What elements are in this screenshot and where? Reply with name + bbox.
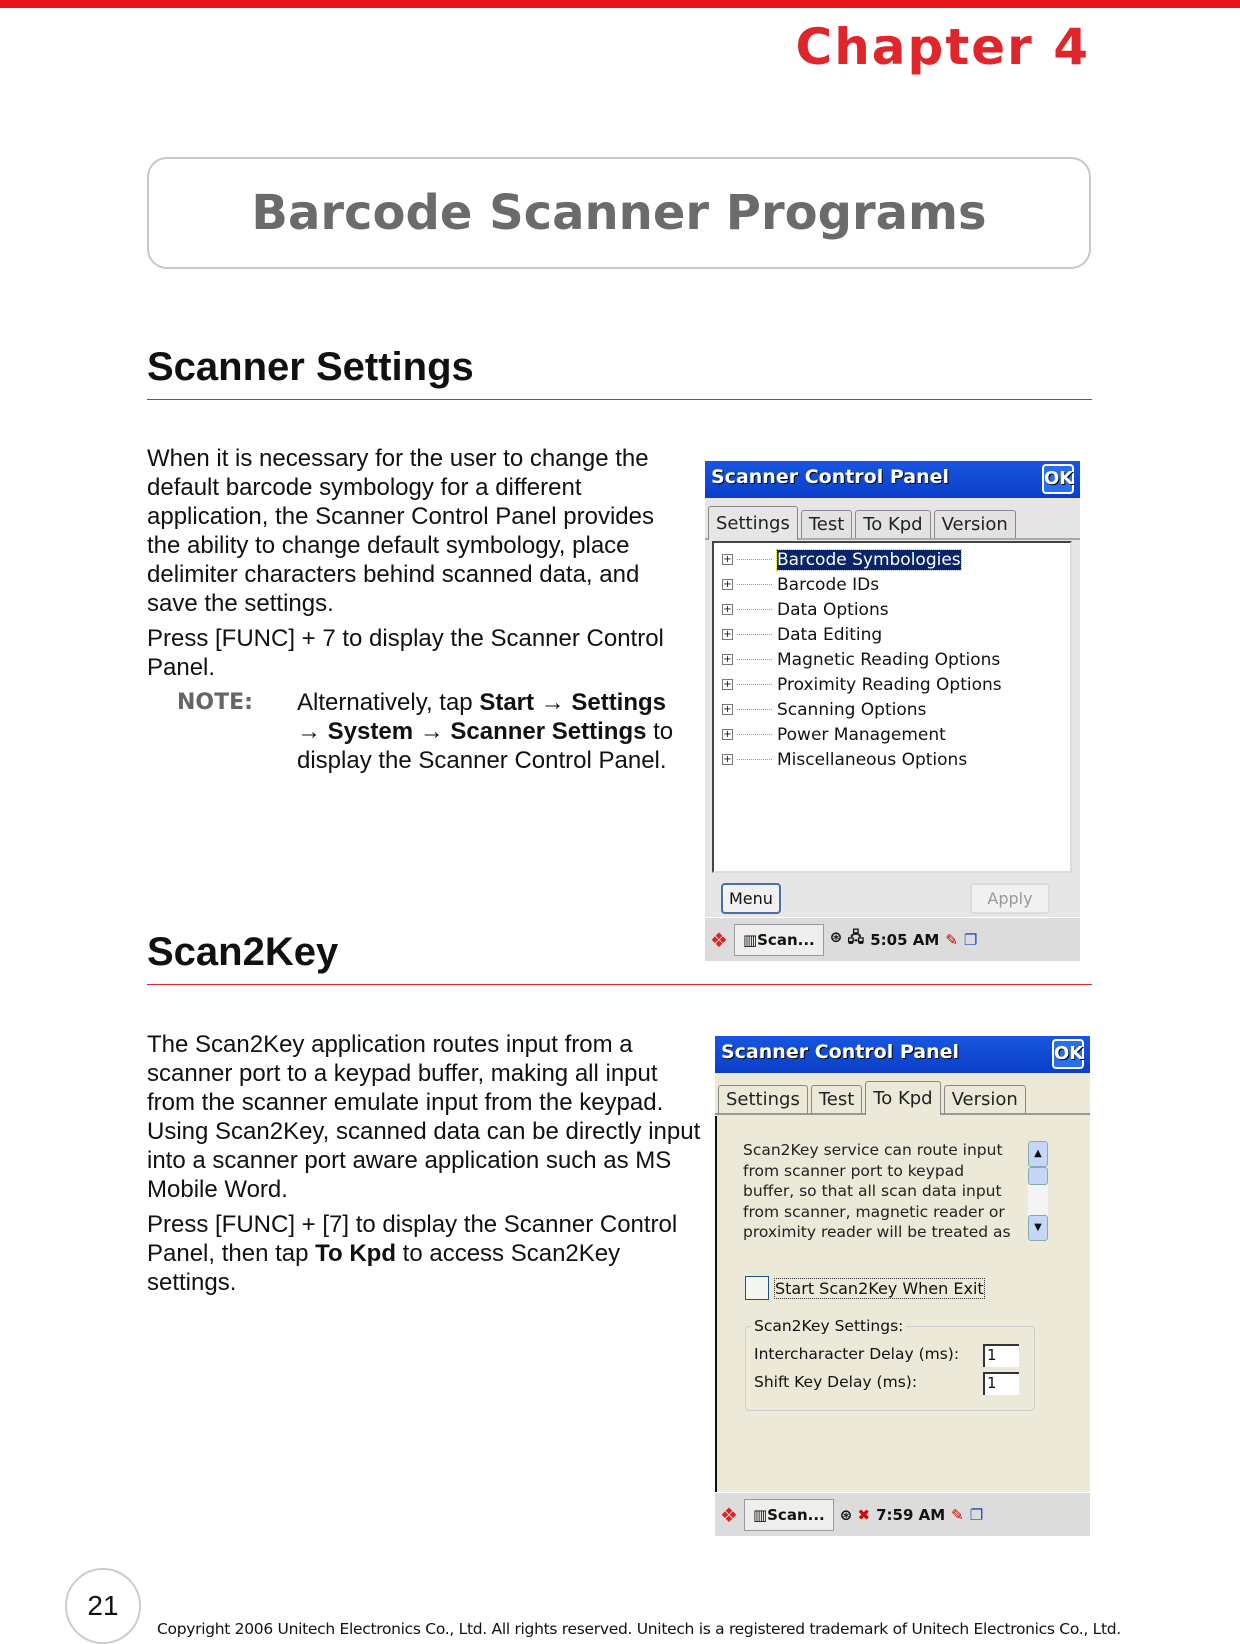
note-label: NOTE: [177,690,253,715]
taskbar [715,1492,1090,1536]
chapter-heading: Chapter 4 [795,18,1090,76]
group-label: Scan2Key Settings: [751,1317,906,1335]
scan2key-settings-group [745,1317,1035,1411]
text: to access Scan2Key settings. [147,1240,621,1296]
intercharacter-delay-label: Intercharacter Delay (ms): [754,1345,960,1363]
tree-label: Data Options [777,599,889,620]
section-heading-scanner-settings: Scanner Settings [147,345,474,389]
tab-bar [715,1073,1090,1115]
tree-item[interactable] [714,722,1070,747]
tab-version[interactable]: Version [934,510,1016,538]
text: Settings [571,689,667,716]
task-label: Scan... [767,1505,825,1524]
scroll-up-icon[interactable]: ▲ [1028,1141,1048,1167]
shift-key-delay-input[interactable]: 1 [983,1372,1019,1395]
arrow: → [534,689,572,716]
scan2key-description: Scan2Key service can route input from scanner port to keypad buffer, so that all scan data input from scanner, magnetic reader or proximity reader will be treated as [743,1141,1011,1241]
input-panel-icon[interactable]: ✎ [945,930,958,949]
note [147,688,687,775]
input-panel-icon[interactable]: ✎ [951,1505,964,1524]
window-title: Scanner Control Panel [711,466,950,488]
tree-item[interactable] [714,697,1070,722]
checkbox-label: Start Scan2Key When Exit [775,1278,984,1298]
intercharacter-delay-input[interactable]: 1 [983,1344,1019,1367]
scroll-thumb[interactable] [1028,1167,1048,1185]
tab-test[interactable]: Test [811,1085,862,1113]
paragraph: The Scan2Key application routes input from a scanner port to a keypad buffer, making all input from the scanner emulate input from the keypad. Using Scan2Key, scanned data can be directly input into a scanner port aware application such as MS Mobile Word. [147,1031,701,1203]
text: To Kpd [315,1240,396,1267]
tab-to-kpd[interactable]: To Kpd [855,510,930,538]
expand-icon[interactable]: + [723,704,732,715]
expand-icon[interactable]: + [723,604,732,615]
section2-body [147,1030,707,1303]
barcode-icon: ▥ [742,930,758,949]
chapter-title: Barcode Scanner Programs [251,185,987,241]
start-windows-icon[interactable]: ❖ [720,1502,738,1527]
ok-button[interactable]: OK [1042,464,1074,494]
expand-icon[interactable]: + [723,729,732,740]
tab-version[interactable]: Version [944,1085,1026,1113]
tree-item[interactable] [714,572,1070,597]
tree-label: Proximity Reading Options [777,674,1002,695]
tree-label: Scanning Options [777,699,927,720]
text: Press [FUNC] + [7] to display the Scanner Control Panel, then tap [147,1211,678,1267]
menu-button[interactable]: Menu [721,883,781,914]
network-disconnected-icon[interactable]: ⊛ ✖ [839,1505,871,1524]
settings-tree [712,541,1072,873]
text: to display the Scanner Control Panel. [297,718,674,774]
text: Start [479,689,534,716]
tree-label: Power Management [777,724,946,745]
tab-test[interactable]: Test [801,510,852,538]
expand-icon[interactable]: + [723,629,732,640]
scroll-down-icon[interactable]: ▼ [1028,1215,1048,1241]
scanner-control-panel-to-kpd [715,1036,1090,1536]
expand-icon[interactable]: + [723,754,732,765]
tree-item[interactable] [714,597,1070,622]
windows-switch-icon[interactable]: ❐ [969,1505,984,1524]
tree-label: Miscellaneous Options [777,749,968,770]
top-red-bar [0,0,1240,8]
paragraph: Press [FUNC] + 7 to display the Scanner Control Panel. [147,625,664,681]
expand-icon[interactable]: + [723,554,732,565]
tab-to-kpd[interactable]: To Kpd [865,1081,940,1115]
expand-icon[interactable]: + [723,579,732,590]
paragraph [147,1210,707,1297]
title-bar [705,461,1080,498]
ok-button[interactable]: OK [1052,1039,1084,1069]
apply-button[interactable]: Apply [970,883,1050,914]
tree-item[interactable] [714,622,1070,647]
shift-key-delay-label: Shift Key Delay (ms): [754,1373,918,1391]
title-bar [715,1036,1090,1073]
scanner-control-panel-settings [705,461,1080,961]
taskbar-scan-button[interactable] [734,924,824,956]
tree-item[interactable] [714,547,1070,572]
start-windows-icon[interactable]: ❖ [710,927,728,952]
window-title: Scanner Control Panel [721,1041,960,1063]
text: Scanner Settings [450,718,647,745]
scrollbar[interactable] [1028,1141,1048,1241]
expand-icon[interactable]: + [723,679,732,690]
chapter-title-box [147,157,1091,269]
tree-label: Barcode IDs [777,574,880,595]
tree-item[interactable] [714,672,1070,697]
arrow: → [413,718,451,745]
clock: 7:59 AM [876,1505,946,1524]
tree-item[interactable] [714,647,1070,672]
start-on-exit-checkbox-row[interactable] [745,1276,984,1300]
taskbar [705,917,1080,961]
section1-body [147,444,687,775]
arrow: → [297,718,328,745]
copyright: Copyright 2006 Unitech Electronics Co., Ltd. All rights reserved. Unitech is a registered trademark of Unitech Electronics Co., Ltd. [157,1620,1121,1638]
barcode-icon: ▥ [752,1505,768,1524]
page-number: 21 [65,1568,141,1644]
text: Alternatively, tap [297,689,480,716]
divider [147,984,1092,985]
section-heading-scan2key: Scan2Key [147,930,339,974]
expand-icon[interactable]: + [723,654,732,665]
task-label: Scan... [757,930,815,949]
paragraph: When it is necessary for the user to change the default barcode symbology for a different application, the Scanner Control Panel provides the ability to change default symbology, place delimiter characters behind scanned data, and save the settings. [147,445,654,617]
divider [147,399,1092,400]
text: System [327,718,414,745]
taskbar-scan-button[interactable] [744,1499,834,1531]
tree-item[interactable] [714,747,1070,772]
tab-bar [705,498,1080,540]
tree-label: Magnetic Reading Options [777,649,1001,670]
tab-settings[interactable]: Settings [708,506,798,540]
windows-switch-icon[interactable]: ❐ [963,930,978,949]
clock: 5:05 AM [870,930,940,949]
tree-label: Barcode Symbologies [777,549,961,570]
note-text [297,688,682,775]
tree-label: Data Editing [777,624,883,645]
network-icon[interactable]: ⊛ 🖧 [829,928,865,946]
checkbox[interactable] [745,1276,769,1300]
tab-settings[interactable]: Settings [718,1085,808,1113]
